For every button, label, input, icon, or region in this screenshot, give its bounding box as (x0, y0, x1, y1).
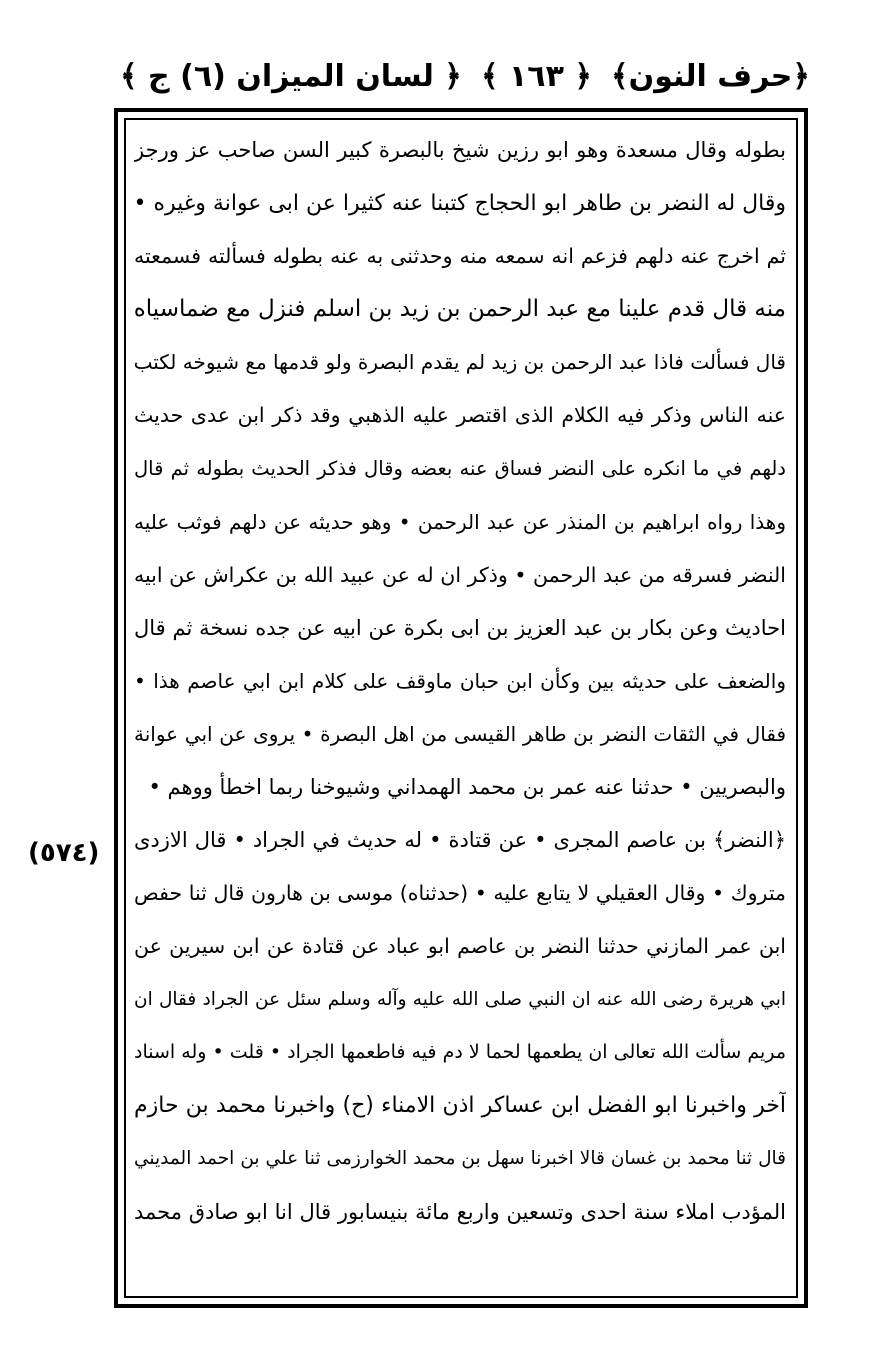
text-line: فقال في الثقات النضر بن طاهر القيسى من اهل البصرة • يروى عن ابي عوانة (134, 721, 786, 746)
text-line: منه قال قدم علينا مع عبد الرحمن بن زيد بن اسلم فنزل مع ضماسياه (134, 296, 786, 323)
text-line: وهذا رواه ابراهيم بن المنذر عن عبد الرحمن • وهو حديثه عن دلهم فوثب عليه (134, 509, 786, 534)
text-line: ثم اخرج عنه دلهم فزعم انه سمعه منه وحدثنى به عنه بطوله فسألته فسمعته (134, 244, 786, 269)
text-line: احاديث وعن بكار بن عبد العزيز بن ابى بكرة عن ابيه عن جده نسخة ثم قال (134, 615, 786, 640)
text-line: عنه الناس وذكر فيه الكلام الذى اقتصر عليه الذهبي وقد ذكر ابن عدى حديث (134, 403, 786, 428)
text-body (134, 124, 786, 1292)
text-line: بطوله وقال مسعدة وهو ابو رزين شيخ بالبصرة كبير السن صاحب عز ورجز (134, 138, 786, 162)
text-line: متروك • وقال العقيلي لا يتابع عليه • (حدثناه) موسى بن هارون قال ثنا حفص (134, 881, 786, 906)
text-line: آخر واخبرنا ابو الفضل ابن عساكر اذن الامناء (ح) واخبرنا محمد بن حازم (134, 1093, 786, 1119)
text-line: مريم سألت الله تعالى ان يطعمها لحما لا دم فيه فاطعمها الجراد • قلت • وله اسناد (134, 1041, 786, 1064)
running-header (120, 44, 810, 108)
entry-number: (٥٧٤) (28, 838, 100, 868)
text-line: قال فسألت فاذا عبد الرحمن بن زيد لم يقدم البصرة ولو قدمها مع شيوخه لكتب (134, 350, 786, 375)
text-line: والضعف على حديثه بين وكأن ابن حبان ماوقف على كلام ابن ابي عاصم هذا • (134, 668, 786, 693)
text-line: قال ثنا محمد بن غسان قالا اخبرنا سهل بن محمد الخوارزمى ثنا علي بن احمد المديني (134, 1148, 786, 1170)
text-line: وقال له النضر بن طاهر ابو الحجاج كتبنا عنه كثيرا عن ابى عوانة وغيره • (134, 191, 786, 217)
text-line: والبصريين • حدثنا عنه عمر بن محمد الهمداني وشيوخنا ربما اخطأ ووهم • (148, 774, 786, 799)
text-line: ابي هريرة رضى الله عنه ان النبي صلى الله عليه وآله وسلم سئل عن الجراد فقال ان (134, 989, 786, 1011)
entry-heading-line: ﴿النضر﴾ بن عاصم المجرى • عن قتادة • له حديث في الجراد • قال الازدى (134, 828, 786, 853)
text-line: دلهم في ما انكره على النضر فساق عنه بعضه وقال فذكر الحديث بطوله ثم قال (134, 457, 786, 481)
text-line: النضر فسرقه من عبد الرحمن • وذكر ان له عن عبيد الله بن عكراش عن ابيه (134, 562, 786, 587)
book-title: ﴿ لسان الميزان (٦) ج ﴾ (120, 58, 462, 94)
page-number: ﴿ ١٦٣ ﴾ (480, 58, 592, 94)
text-line: ابن عمر المازني حدثنا النضر بن عاصم ابو عباد عن قتادة عن ابن سيرين عن (134, 934, 786, 959)
section-title: ﴿حرف النون﴾ (611, 58, 810, 94)
text-line: المؤدب املاء سنة احدى وتسعين واربع مائة بنيسابور قال انا ابو صادق محمد (134, 1199, 786, 1224)
